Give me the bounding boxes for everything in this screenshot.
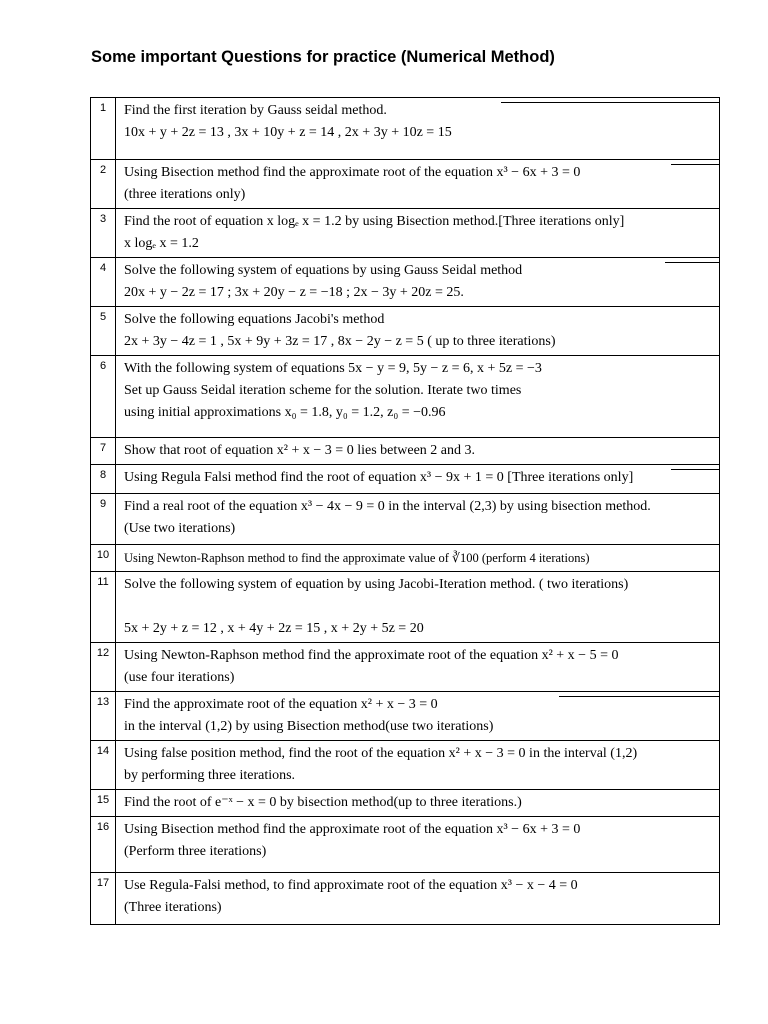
question-row (91, 643, 720, 692)
divider (671, 164, 719, 165)
question-line: (use four iterations) (124, 670, 235, 685)
question-text (116, 209, 720, 258)
question-number: 3 (91, 209, 116, 258)
question-number: 5 (91, 307, 116, 356)
divider (559, 696, 719, 697)
question-row (91, 258, 720, 307)
question-number: 8 (91, 465, 116, 494)
question-line: 10x + y + 2z = 13 , 3x + 10y + z = 14 , 2x + 3y + 10z = 15 (124, 125, 452, 140)
questions-table (90, 97, 720, 925)
question-number: 10 (91, 545, 116, 572)
question-number: 16 (91, 817, 116, 873)
question-number: 6 (91, 356, 116, 438)
question-row (91, 356, 720, 438)
question-line: Using false position method, find the root of the equation x² + x − 3 = 0 in the interval (1,2) (124, 746, 638, 761)
question-number: 15 (91, 790, 116, 817)
question-line: Solve the following equations Jacobi's method (124, 312, 385, 327)
question-text (116, 572, 720, 643)
question-line: by performing three iterations. (124, 768, 296, 783)
question-text (116, 741, 720, 790)
question-number: 2 (91, 160, 116, 209)
question-text (116, 692, 720, 741)
question-line: Using Regula Falsi method find the root of equation x³ − 9x + 1 = 0 [Three iterations only] (124, 470, 634, 485)
question-row (91, 545, 720, 572)
question-text (116, 790, 720, 817)
divider (665, 262, 719, 263)
question-number: 13 (91, 692, 116, 741)
question-text (116, 465, 720, 494)
question-text (116, 258, 720, 307)
question-row (91, 817, 720, 873)
question-number: 9 (91, 494, 116, 545)
question-number: 11 (91, 572, 116, 643)
question-line: in the interval (1,2) by using Bisection method(use two iterations) (124, 719, 494, 734)
question-row (91, 873, 720, 925)
question-text (116, 817, 720, 873)
question-text (116, 356, 720, 438)
question-row (91, 307, 720, 356)
question-line: (three iterations only) (124, 187, 246, 202)
question-line: Find the first iteration by Gauss seidal method. (124, 103, 387, 118)
question-line: (Use two iterations) (124, 521, 236, 536)
question-row (91, 98, 720, 160)
divider (501, 102, 719, 103)
question-line: Show that root of equation x² + x − 3 = 0 lies between 2 and 3. (124, 443, 475, 458)
question-row (91, 790, 720, 817)
question-line: Using Bisection method find the approximate root of the equation x³ − 6x + 3 = 0 (124, 822, 581, 837)
question-text (116, 98, 720, 160)
question-line: 20x + y − 2z = 17 ; 3x + 20y − z = −18 ; 2x − 3y + 20z = 25. (124, 285, 464, 300)
question-row (91, 494, 720, 545)
question-text (116, 307, 720, 356)
question-text (116, 494, 720, 545)
question-number: 17 (91, 873, 116, 925)
question-line: Find the root of equation x logₑ x = 1.2 by using Bisection method.[Three iterations only] (124, 214, 625, 229)
question-line: Find a real root of the equation x³ − 4x − 9 = 0 in the interval (2,3) by using bisection method. (124, 499, 651, 514)
question-line: using initial approximations x₀ = 1.8, y₀ = 1.2, z₀ = −0.96 (124, 405, 446, 420)
question-line: Set up Gauss Seidal iteration scheme for the solution. Iterate two times (124, 383, 522, 398)
question-line: Solve the following system of equations by using Gauss Seidal method (124, 263, 523, 278)
divider (671, 469, 719, 470)
question-line: Find the root of e⁻ˣ − x = 0 by bisection method(up to three iterations.) (124, 795, 522, 810)
question-row (91, 438, 720, 465)
question-text (116, 873, 720, 925)
question-line: With the following system of equations 5x − y = 9, 5y − z = 6, x + 5z = −3 (124, 361, 542, 376)
question-row (91, 572, 720, 643)
question-line: 5x + 2y + z = 12 , x + 4y + 2z = 15 , x + 2y + 5z = 20 (124, 621, 424, 636)
page-title: Some important Questions for practice (Numerical Method) (91, 48, 555, 66)
question-text (116, 643, 720, 692)
question-line: (Perform three iterations) (124, 844, 267, 859)
question-line: Solve the following system of equation by using Jacobi-Iteration method. ( two iterations) (124, 577, 629, 592)
question-line: Use Regula-Falsi method, to find approximate root of the equation x³ − x − 4 = 0 (124, 878, 578, 893)
question-line: Using Newton-Raphson method find the approximate root of the equation x² + x − 5 = 0 (124, 648, 619, 663)
question-number: 12 (91, 643, 116, 692)
question-line: (Three iterations) (124, 900, 222, 915)
question-row (91, 692, 720, 741)
question-text (116, 545, 720, 572)
question-line: Using Newton-Raphson method to find the approximate value of ∛100 (perform 4 iterations) (124, 551, 590, 565)
question-line (124, 596, 713, 618)
question-line: x logₑ x = 1.2 (124, 236, 199, 251)
question-number: 7 (91, 438, 116, 465)
question-row (91, 160, 720, 209)
question-line: Using Bisection method find the approximate root of the equation x³ − 6x + 3 = 0 (124, 165, 581, 180)
question-text (116, 438, 720, 465)
question-line: 2x + 3y − 4z = 1 , 5x + 9y + 3z = 17 , 8x − 2y − z = 5 ( up to three iterations) (124, 334, 556, 349)
question-line: Find the approximate root of the equation x² + x − 3 = 0 (124, 697, 438, 712)
question-number: 14 (91, 741, 116, 790)
question-number: 1 (91, 98, 116, 160)
question-row (91, 465, 720, 494)
question-text (116, 160, 720, 209)
question-row (91, 209, 720, 258)
question-row (91, 741, 720, 790)
question-number: 4 (91, 258, 116, 307)
